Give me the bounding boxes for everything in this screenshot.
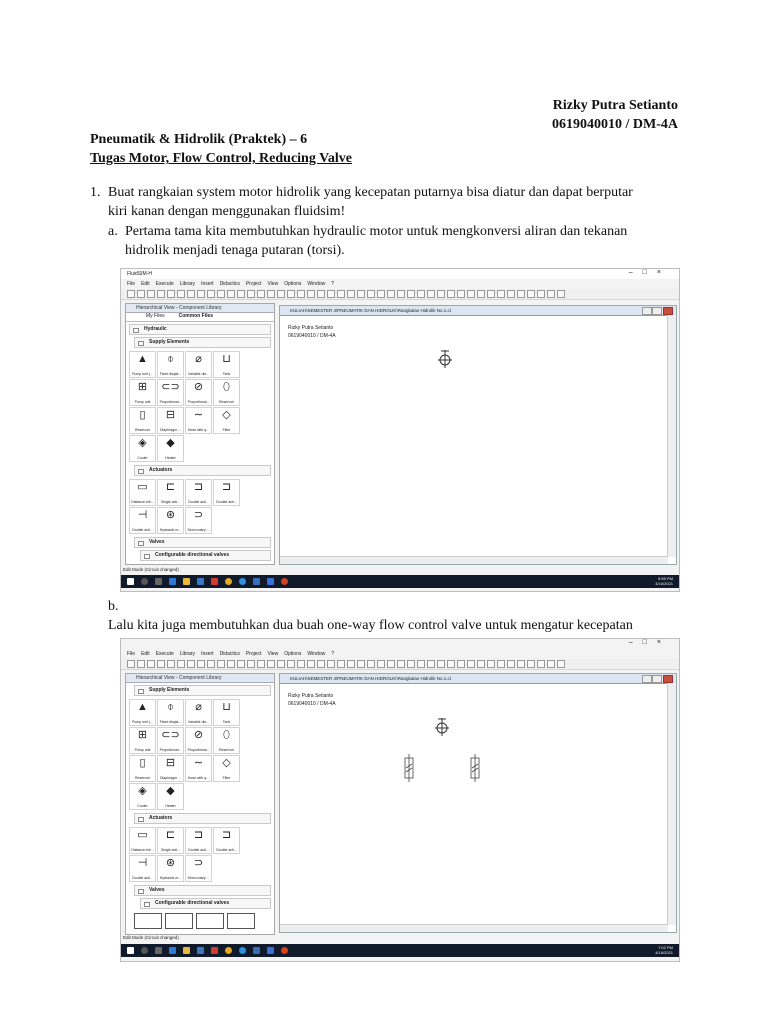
office-icon[interactable] bbox=[211, 578, 218, 585]
section-actuators-2[interactable]: Actuators bbox=[134, 813, 271, 824]
itema-line1: Pertama tama kita membutuhkan hydraulic motor untuk mengkonversi aliran dan tekanan bbox=[125, 224, 628, 239]
circuit-canvas-window bbox=[279, 305, 677, 565]
clock-2 bbox=[655, 946, 673, 955]
filter-icon[interactable]: ◇ Filter bbox=[213, 755, 240, 782]
section-hydraulic[interactable]: Hydraulic bbox=[129, 324, 271, 335]
canvas-title bbox=[280, 306, 676, 316]
hose-icon[interactable]: ∼ Hose with q... bbox=[185, 755, 212, 782]
menu-help-2[interactable]: ? bbox=[331, 650, 334, 657]
explorer-icon[interactable] bbox=[183, 578, 190, 585]
toolbar-2 bbox=[121, 659, 679, 670]
record-icon[interactable] bbox=[281, 578, 288, 585]
search-icon[interactable] bbox=[141, 947, 148, 954]
fixed-pump-icon[interactable]: ⌽ Fixed displa... bbox=[157, 351, 184, 378]
section-config-valves[interactable]: Configurable directional valves bbox=[140, 550, 271, 561]
app-title: FluidSIM-H bbox=[127, 271, 153, 277]
actuators-grid-2 bbox=[126, 826, 274, 883]
canvas-hscroll[interactable] bbox=[280, 556, 668, 564]
valve-4-3b-icon[interactable] bbox=[196, 913, 224, 929]
menu-didactics[interactable]: Didactics bbox=[219, 280, 240, 287]
canvas-author-2: Rizky Putra Setianto bbox=[288, 693, 334, 699]
section-config-valves-2[interactable]: Configurable directional valves bbox=[140, 898, 271, 909]
word-icon[interactable] bbox=[267, 578, 274, 585]
explorer-icon[interactable] bbox=[183, 947, 190, 954]
canvas-maximize-button[interactable] bbox=[652, 307, 662, 315]
diaphragm-icon[interactable]: ⊟ Diaphragm ... bbox=[157, 407, 184, 434]
valve-4-3c-icon[interactable] bbox=[227, 913, 255, 929]
section-supply-elements-2[interactable]: Supply Elements bbox=[134, 685, 271, 696]
menu-project[interactable]: Project bbox=[245, 280, 262, 287]
word-icon[interactable] bbox=[267, 947, 274, 954]
app-titlebar-2 bbox=[121, 639, 679, 649]
taskview-icon[interactable] bbox=[155, 578, 162, 585]
canvas-minimize-button-2[interactable] bbox=[642, 675, 652, 683]
pump-unit-2-icon[interactable]: ⊞ Pump unit bbox=[129, 379, 156, 406]
menu-view[interactable]: View bbox=[267, 280, 279, 287]
section-valves[interactable]: Valves bbox=[134, 537, 271, 548]
section-valves-2[interactable]: Valves bbox=[134, 885, 271, 896]
semi-rotary-icon[interactable]: ⊃ Semi-rotary ... bbox=[185, 507, 212, 534]
library-title-2: Hierarchical View - Component Library bbox=[126, 674, 274, 683]
menu-didactics-2[interactable]: Didactics bbox=[219, 650, 240, 657]
supply-grid-2 bbox=[126, 698, 274, 811]
distance-cylinder-icon[interactable]: ▭ Distance-ele... bbox=[129, 827, 156, 854]
canvas-minimize-button[interactable] bbox=[642, 307, 652, 315]
status-bar-2: Edit Mode (Circuit changed) bbox=[123, 935, 179, 940]
component-library bbox=[125, 303, 275, 565]
clock-date-2: 4/16/2021 bbox=[655, 949, 673, 955]
hydraulic-motor-symbol[interactable] bbox=[435, 348, 455, 370]
start-icon[interactable] bbox=[127, 578, 134, 585]
library-tabs bbox=[126, 313, 274, 322]
menu-window-2[interactable]: Window bbox=[307, 650, 326, 657]
tab-my-files[interactable]: My Files bbox=[146, 313, 165, 319]
valve-4-2-icon[interactable] bbox=[134, 913, 162, 929]
hydraulic-motor-icon[interactable]: ⊛ Hydraulic m... bbox=[157, 855, 184, 882]
fixed-pump-icon[interactable]: ⌽ Fixed displa... bbox=[157, 699, 184, 726]
proportional-icon[interactable]: ⊂⊃ Proportional... bbox=[157, 379, 184, 406]
reservoir-icon[interactable]: ⬯ Reservoir bbox=[213, 379, 240, 406]
fluidsim-screenshot-1 bbox=[120, 268, 680, 592]
taskbar bbox=[121, 575, 679, 588]
canvas-maximize-button-2[interactable] bbox=[652, 675, 662, 683]
heater-icon[interactable]: ◆ Heater bbox=[157, 435, 184, 462]
telegram-icon[interactable] bbox=[239, 578, 246, 585]
proportional-2-icon[interactable]: ⊘ Proportional... bbox=[185, 727, 212, 754]
double-acting-cylinder-3-icon[interactable]: ⊣ Double acti... bbox=[129, 855, 156, 882]
menu-execute[interactable]: Execute bbox=[155, 280, 174, 287]
diaphragm-icon[interactable]: ⊟ Diaphragm ... bbox=[157, 755, 184, 782]
clock-time-2: 7:02 PM bbox=[658, 945, 673, 950]
hydraulic-motor-icon[interactable]: ⊛ Hydraulic m... bbox=[157, 507, 184, 534]
status-bar: Edit Mode (Circuit changed) bbox=[123, 567, 179, 572]
app-titlebar bbox=[121, 269, 679, 279]
tank-icon[interactable]: ⊔ Tank bbox=[213, 351, 240, 378]
filter-icon[interactable]: ◇ Filter bbox=[213, 407, 240, 434]
item1-number: 1. bbox=[90, 185, 101, 200]
variable-pump-icon[interactable]: ⌀ Variable dis... bbox=[185, 699, 212, 726]
canvas-author: Rizky Putra Setianto bbox=[288, 325, 334, 331]
canvas-close-button[interactable] bbox=[663, 307, 673, 315]
store-icon[interactable] bbox=[197, 578, 204, 585]
flow-control-valve-left[interactable] bbox=[402, 754, 416, 782]
record-icon[interactable] bbox=[281, 947, 288, 954]
canvas-title-text: KULIAH\SEMESTER 4\PNEUMATIK DAN HIDROLIK\Rangkaian Hidrolik No.1.ct bbox=[290, 308, 451, 313]
item1-line2: kiri kanan dengan menggunakan fluidsim! bbox=[108, 204, 346, 219]
taskview-icon[interactable] bbox=[155, 947, 162, 954]
double-acting-cylinder-icon[interactable]: ⊐ Double acti... bbox=[185, 827, 212, 854]
canvas-vscroll[interactable] bbox=[667, 315, 676, 557]
valve-4-3-icon[interactable] bbox=[165, 913, 193, 929]
flow-control-valve-right[interactable] bbox=[468, 754, 482, 782]
chrome-icon[interactable] bbox=[225, 947, 232, 954]
canvas-label bbox=[288, 324, 336, 340]
itemb-line1: Lalu kita juga membutuhkan dua buah one-way flow control valve untuk mengatur kecepatan bbox=[108, 618, 633, 633]
author-id: 0619040010 / DM-4A bbox=[552, 117, 678, 132]
canvas-id: 0619040010 / DM-4A bbox=[288, 333, 336, 339]
semi-rotary-icon[interactable]: ⊃ Semi-rotary ... bbox=[185, 855, 212, 882]
single-acting-cylinder-icon[interactable]: ⊏ Single acti... bbox=[157, 827, 184, 854]
canvas-hscroll-2[interactable] bbox=[280, 924, 668, 932]
pump-unit-2-icon[interactable]: ⊞ Pump unit bbox=[129, 727, 156, 754]
menu-options-2[interactable]: Options bbox=[284, 650, 302, 657]
menu-library-2[interactable]: Library bbox=[179, 650, 196, 657]
distance-cylinder-icon[interactable]: ▭ Distance-ele... bbox=[129, 479, 156, 506]
clock-date: 4/16/2021 bbox=[655, 580, 673, 586]
proportional-icon[interactable]: ⊂⊃ Proportional... bbox=[157, 727, 184, 754]
fluidsim-screenshot-2 bbox=[120, 638, 680, 962]
hose-icon[interactable]: ∼ Hose with q... bbox=[185, 407, 212, 434]
double-acting-cylinder-3-icon[interactable]: ⊣ Double acti... bbox=[129, 507, 156, 534]
author-name: Rizky Putra Setianto bbox=[552, 98, 678, 113]
canvas-title-2 bbox=[280, 674, 676, 684]
menu-options[interactable]: Options bbox=[284, 280, 302, 287]
menu-library[interactable]: Library bbox=[179, 280, 196, 287]
item1-text bbox=[108, 183, 688, 221]
variable-pump-icon[interactable]: ⌀ Variable dis... bbox=[185, 351, 212, 378]
chrome-icon[interactable] bbox=[225, 578, 232, 585]
assignment-title: Tugas Motor, Flow Control, Reducing Valve bbox=[90, 151, 353, 166]
menu-file-2[interactable]: File bbox=[127, 650, 136, 657]
edge-icon[interactable] bbox=[169, 578, 176, 585]
author-block bbox=[552, 96, 678, 134]
tank-icon[interactable]: ⊔ Tank bbox=[213, 699, 240, 726]
telegram-icon[interactable] bbox=[239, 947, 246, 954]
itema-line2: hidrolik menjadi tenaga putaran (torsi). bbox=[125, 243, 345, 258]
menubar-2 bbox=[121, 649, 679, 658]
cooler-icon[interactable]: ◈ Cooler bbox=[129, 435, 156, 462]
item1-line1: Buat rangkaian system motor hidrolik yang kecepatan putarnya bisa diatur dan dapat berputar bbox=[108, 185, 633, 200]
start-icon[interactable] bbox=[127, 947, 134, 954]
menubar bbox=[121, 279, 679, 288]
reservoir-2-icon[interactable]: ▯ Reservoir bbox=[129, 755, 156, 782]
cooler-icon[interactable]: ◈ Cooler bbox=[129, 783, 156, 810]
fluidsim-taskbar-icon[interactable] bbox=[253, 578, 260, 585]
edge-icon[interactable] bbox=[169, 947, 176, 954]
double-acting-cylinder-2-icon[interactable]: ⊐ Double acti... bbox=[213, 827, 240, 854]
menu-project-2[interactable]: Project bbox=[245, 650, 262, 657]
taskbar-2 bbox=[121, 944, 679, 957]
search-icon[interactable] bbox=[141, 578, 148, 585]
menu-window[interactable]: Window bbox=[307, 280, 326, 287]
canvas-title-text-2: KULIAH\SEMESTER 4\PNEUMATIK DAN HIDROLIK\Rangkaian Hidrolik No.1.ct bbox=[290, 676, 451, 681]
menu-insert[interactable]: Insert bbox=[201, 280, 214, 287]
library-title: Hierarchical View - Component Library bbox=[126, 304, 274, 313]
canvas-vscroll-2[interactable] bbox=[667, 683, 676, 925]
supply-grid bbox=[126, 350, 274, 463]
store-icon[interactable] bbox=[197, 947, 204, 954]
window-controls[interactable]: –□× bbox=[628, 269, 671, 276]
proportional-2-icon[interactable]: ⊘ Proportional... bbox=[185, 379, 212, 406]
tab-common-files[interactable]: Common Files bbox=[178, 313, 214, 319]
double-acting-cylinder-2-icon[interactable]: ⊐ Double acti... bbox=[213, 479, 240, 506]
course-title: Pneumatik & Hidrolik (Praktek) – 6 bbox=[90, 132, 308, 147]
window-controls-2[interactable]: –□× bbox=[628, 639, 671, 646]
pump-unit-icon[interactable]: ▲ Pump unit (... bbox=[129, 699, 156, 726]
menu-file[interactable]: File bbox=[127, 280, 136, 287]
reservoir-2-icon[interactable]: ▯ Reservoir bbox=[129, 407, 156, 434]
clock-time: 6:55 PM bbox=[658, 576, 673, 581]
toolbar bbox=[121, 289, 679, 300]
menu-edit[interactable]: Edit bbox=[141, 280, 150, 287]
menu-edit-2[interactable]: Edit bbox=[141, 650, 150, 657]
fluidsim-taskbar-icon[interactable] bbox=[253, 947, 260, 954]
itemb-number: b. bbox=[108, 599, 119, 614]
canvas-close-button-2[interactable] bbox=[663, 675, 673, 683]
menu-insert-2[interactable]: Insert bbox=[201, 650, 214, 657]
actuators-grid bbox=[126, 478, 274, 535]
itema-text bbox=[125, 222, 685, 260]
clock bbox=[655, 577, 673, 586]
section-actuators[interactable]: Actuators bbox=[134, 465, 271, 476]
office-icon[interactable] bbox=[211, 947, 218, 954]
menu-execute-2[interactable]: Execute bbox=[155, 650, 174, 657]
component-library-2 bbox=[125, 673, 275, 935]
canvas-label-2 bbox=[288, 692, 336, 708]
valve-row bbox=[126, 911, 274, 931]
double-acting-cylinder-icon[interactable]: ⊐ Double acti... bbox=[185, 479, 212, 506]
pump-unit-icon[interactable]: ▲ Pump unit (... bbox=[129, 351, 156, 378]
heater-icon[interactable]: ◆ Heater bbox=[157, 783, 184, 810]
section-supply-elements[interactable]: Supply Elements bbox=[134, 337, 271, 348]
reservoir-icon[interactable]: ⬯ Reservoir bbox=[213, 727, 240, 754]
single-acting-cylinder-icon[interactable]: ⊏ Single acti... bbox=[157, 479, 184, 506]
menu-help[interactable]: ? bbox=[331, 280, 334, 287]
circuit-canvas-window-2 bbox=[279, 673, 677, 933]
hydraulic-motor-symbol-2[interactable] bbox=[432, 716, 452, 738]
menu-view-2[interactable]: View bbox=[267, 650, 279, 657]
canvas-id-2: 0619040010 / DM-4A bbox=[288, 701, 336, 707]
itema-number: a. bbox=[108, 224, 118, 239]
